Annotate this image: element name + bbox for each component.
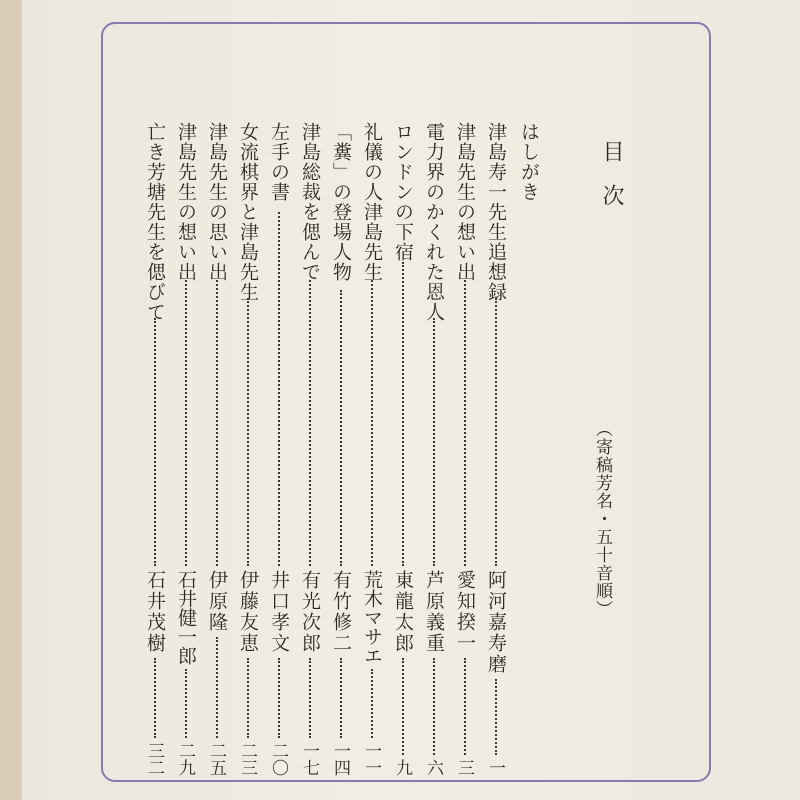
entry-title: 津島先生の思い出	[206, 122, 228, 282]
dot-leader	[216, 280, 237, 566]
entry-page: 六	[423, 759, 443, 776]
dot-leader	[340, 658, 361, 738]
entry-page: 一七	[299, 742, 319, 776]
entry-author: 愛知揆一	[454, 570, 476, 654]
dot-leader	[495, 298, 516, 566]
entry-title: ロンドンの下宿	[392, 122, 414, 262]
dot-leader	[402, 262, 423, 566]
entry-page: 二五	[206, 742, 226, 776]
toc-entry	[455, 0, 479, 800]
dot-leader	[402, 658, 423, 755]
entry-author: 伊藤友恵	[237, 570, 259, 654]
dot-leader	[309, 280, 330, 566]
entry-page: 二〇	[268, 742, 288, 776]
entry-page: 二九	[175, 742, 195, 776]
entry-page: 三	[454, 759, 474, 776]
dot-leader	[154, 658, 175, 738]
entry-author: 阿河嘉寿磨	[485, 570, 507, 675]
dot-leader	[247, 298, 268, 566]
entry-title: 亡き芳塘先生を偲びて	[144, 122, 166, 322]
dot-leader	[340, 290, 361, 566]
entry-page: 九	[392, 759, 412, 776]
entry-title: 津島総裁を偲んで	[299, 122, 321, 282]
dot-leader	[185, 669, 206, 738]
entry-page: 三二	[144, 742, 164, 776]
entry-author: 有竹修二	[330, 570, 352, 654]
entry-author: 東龍太郎	[392, 570, 414, 654]
toc-entry	[331, 0, 355, 800]
dot-leader	[185, 280, 206, 566]
dot-leader	[154, 318, 175, 566]
dot-leader	[433, 658, 454, 755]
entry-author: 井口孝文	[268, 570, 290, 654]
toc-entry	[145, 0, 169, 800]
dot-leader	[247, 658, 268, 738]
toc-entry	[424, 0, 448, 800]
toc-entry	[486, 0, 510, 800]
dot-leader	[309, 658, 330, 738]
toc-heading: 目次	[599, 140, 624, 228]
toc-entry	[300, 0, 324, 800]
dot-leader	[278, 212, 299, 566]
entry-author: 伊原隆	[206, 570, 228, 633]
entry-page: 一	[485, 759, 505, 776]
dot-leader	[371, 280, 392, 566]
toc-entry	[362, 0, 386, 800]
entry-title: 津島先生の想い出	[175, 122, 197, 282]
dot-leader	[278, 658, 299, 738]
entry-author: 荒木マサエ	[361, 570, 383, 665]
entry-title: 「糞」の登場人物	[330, 122, 352, 282]
entry-title: 左手の書	[268, 122, 290, 202]
entry-title: 女流棋界と津島先生	[237, 122, 259, 302]
entry-author: 芦原義重	[423, 570, 445, 654]
entry-author: 石井健一郎	[175, 570, 197, 665]
toc-entry	[393, 0, 417, 800]
dot-leader	[464, 658, 485, 755]
entry-page: 二三	[237, 742, 257, 776]
entry-author: 有光次郎	[299, 570, 321, 654]
toc-entry	[269, 0, 293, 800]
dot-leader	[371, 669, 392, 738]
toc-entry	[207, 0, 231, 800]
entry-title: 津島先生の想い出	[454, 122, 476, 282]
toc-entry	[176, 0, 200, 800]
entry-title: 礼儀の人津島先生	[361, 122, 383, 282]
entry-title: 津島寿一先生追想録	[485, 122, 507, 302]
entry-page: 一一	[361, 742, 381, 776]
toc-preface: はしがき	[518, 122, 540, 202]
entry-title: 電力界のかくれた恩人	[423, 122, 445, 322]
dot-leader	[495, 679, 516, 755]
dot-leader	[216, 637, 237, 738]
entry-page: 一四	[330, 742, 350, 776]
entry-author: 石井茂樹	[144, 570, 166, 654]
toc-note: （寄稿芳名・五十音順）	[592, 420, 612, 618]
toc-entry	[238, 0, 262, 800]
dot-leader	[464, 280, 485, 566]
dot-leader	[433, 318, 454, 566]
